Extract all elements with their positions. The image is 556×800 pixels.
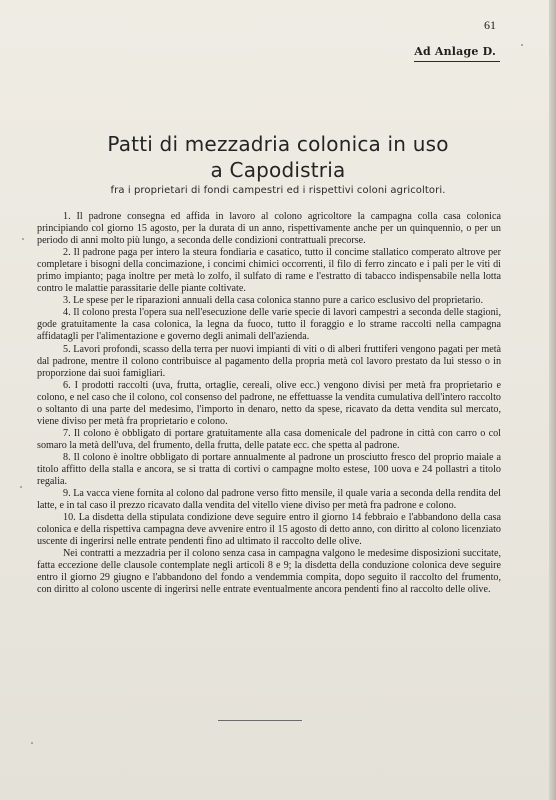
paragraph-closing: Nei contratti a mezzadria per il colono senza casa in campagna valgono le medesime disposizioni succitate, fatta eccezione delle clausole contemplate negli articoli 8 e 9; la disdetta della conduzione colonica deve seguire entro il giorno 29 giugno e l'abbandono del fondo a vendemmia compita, dopo seguito il raccolto del frumento, con diritto al colono uscente di ingerirsi nelle entrate eventualmente ancora pendenti fino al raccolto delle olive. (37, 548, 501, 596)
paragraph-9: 9. La vacca viene fornita al colono dal padrone verso fitto mensile, il quale varia a seconda della rendita del latte, e in tal caso il prezzo ricavato dalla vendita del vitello viene diviso per metà fra padrone e colono. (37, 488, 501, 512)
page-number: 61 (484, 18, 496, 32)
paper-speck (31, 742, 33, 744)
paper-speck (20, 486, 22, 488)
paragraph-10: 10. La disdetta della stipulata condizione deve seguire entro il giorno 14 febbraio e l'abbandono della casa colonica e della rispettiva campagna deve avvenire entro il 15 agosto di detto anno, con diritto al colono licenziato uscente di ingerirsi nelle entrate pendenti fino ad ultimato il raccolto delle olive. (37, 512, 501, 548)
document-subtitle: fra i proprietari di fondi campestri ed i rispettivi coloni agricoltori. (110, 185, 446, 196)
paragraph-2: 2. Il padrone paga per intero la steura fondiaria e casatico, tutto il concime stallatico comperato altrove per completare i bisogni della concimazione, i concimi chimici occorrenti, il filo di ferro zincato e i pali per le viti di primo impianto; paga inoltre per metà lo zolfo, il sulfato di rame e l'estratto di tabacco indispensabile nella lotta contro le malattie parassitarie delle piante coltivate. (37, 247, 501, 295)
paragraph-7: 7. Il colono è obbligato di portare gratuitamente alla casa domenicale del padrone in città con carro o col somaro la metà dell'uva, del frumento, della frutta, delle patate ecc. che spetta al padrone. (37, 427, 501, 451)
paragraph-1: 1. Il padrone consegna ed affida in lavoro al colono agricoltore la campagna colla casa colonica principiando col giorno 15 agosto, per la durata di un anno, rispettivamente anche per un quinquennio, o per un periodo di anni molto più lungo, a seconda delle condizioni contrattuali precorse. (37, 211, 501, 247)
annex-label: Ad Anlage D. (414, 45, 496, 58)
annex-underline (414, 61, 500, 62)
paragraph-5: 5. Lavori profondi, scasso della terra per nuovi impianti di viti o di alberi fruttiferi vengono pagati per metà dal padrone, mentre il colono contribuisce al pagamento della propria metà col lavoro prestato da lui stesso o in proporzione dai suoi famigliari. (37, 343, 501, 379)
document-title-line-2: a Capodistria (210, 158, 346, 182)
paragraph-4: 4. Il colono presta l'opera sua nell'esecuzione delle varie specie di lavori campestri a seconda delle stagioni, gode gratuitamente la casa colonica, la legna da fuoco, tutto il foraggio e lo strame raccolti nella campagna affidatagli per l'alimentazione e governo degli animali dell'azienda. (37, 307, 501, 343)
paragraph-8: 8. Il colono è inoltre obbligato di portare annualmente al padrone un prosciutto fresco del proprio maiale a titolo affitto della stalla e ancora, se si tratta di cortivi o campagne molto estese, 100 uova e 24 pollastri a titolo regalia. (37, 451, 501, 488)
paper-speck (22, 238, 24, 240)
paper-speck (521, 44, 523, 46)
footer-rule (218, 720, 302, 721)
document-title-line-1: Patti di mezzadria colonica in uso (107, 132, 449, 156)
paragraph-6: 6. I prodotti raccolti (uva, frutta, ortaglie, cereali, olive ecc.) vengono divisi per metà fra proprietario e colono, e nel caso che il colono, col consenso del padrone, ne effettuasse la vendita cumulativa dell'intero raccolto o soltanto di una parte del medesimo, l'importo in denaro, netto da spese, ricavato da detta vendita sul mercato, viene diviso per metà fra proprietario e colono. (37, 379, 501, 427)
contract-body (37, 211, 501, 597)
paragraph-3: 3. Le spese per le riparazioni annuali della casa colonica stanno pure a carico esclusivo del proprietario. (63, 295, 484, 307)
page-edge (549, 0, 556, 800)
